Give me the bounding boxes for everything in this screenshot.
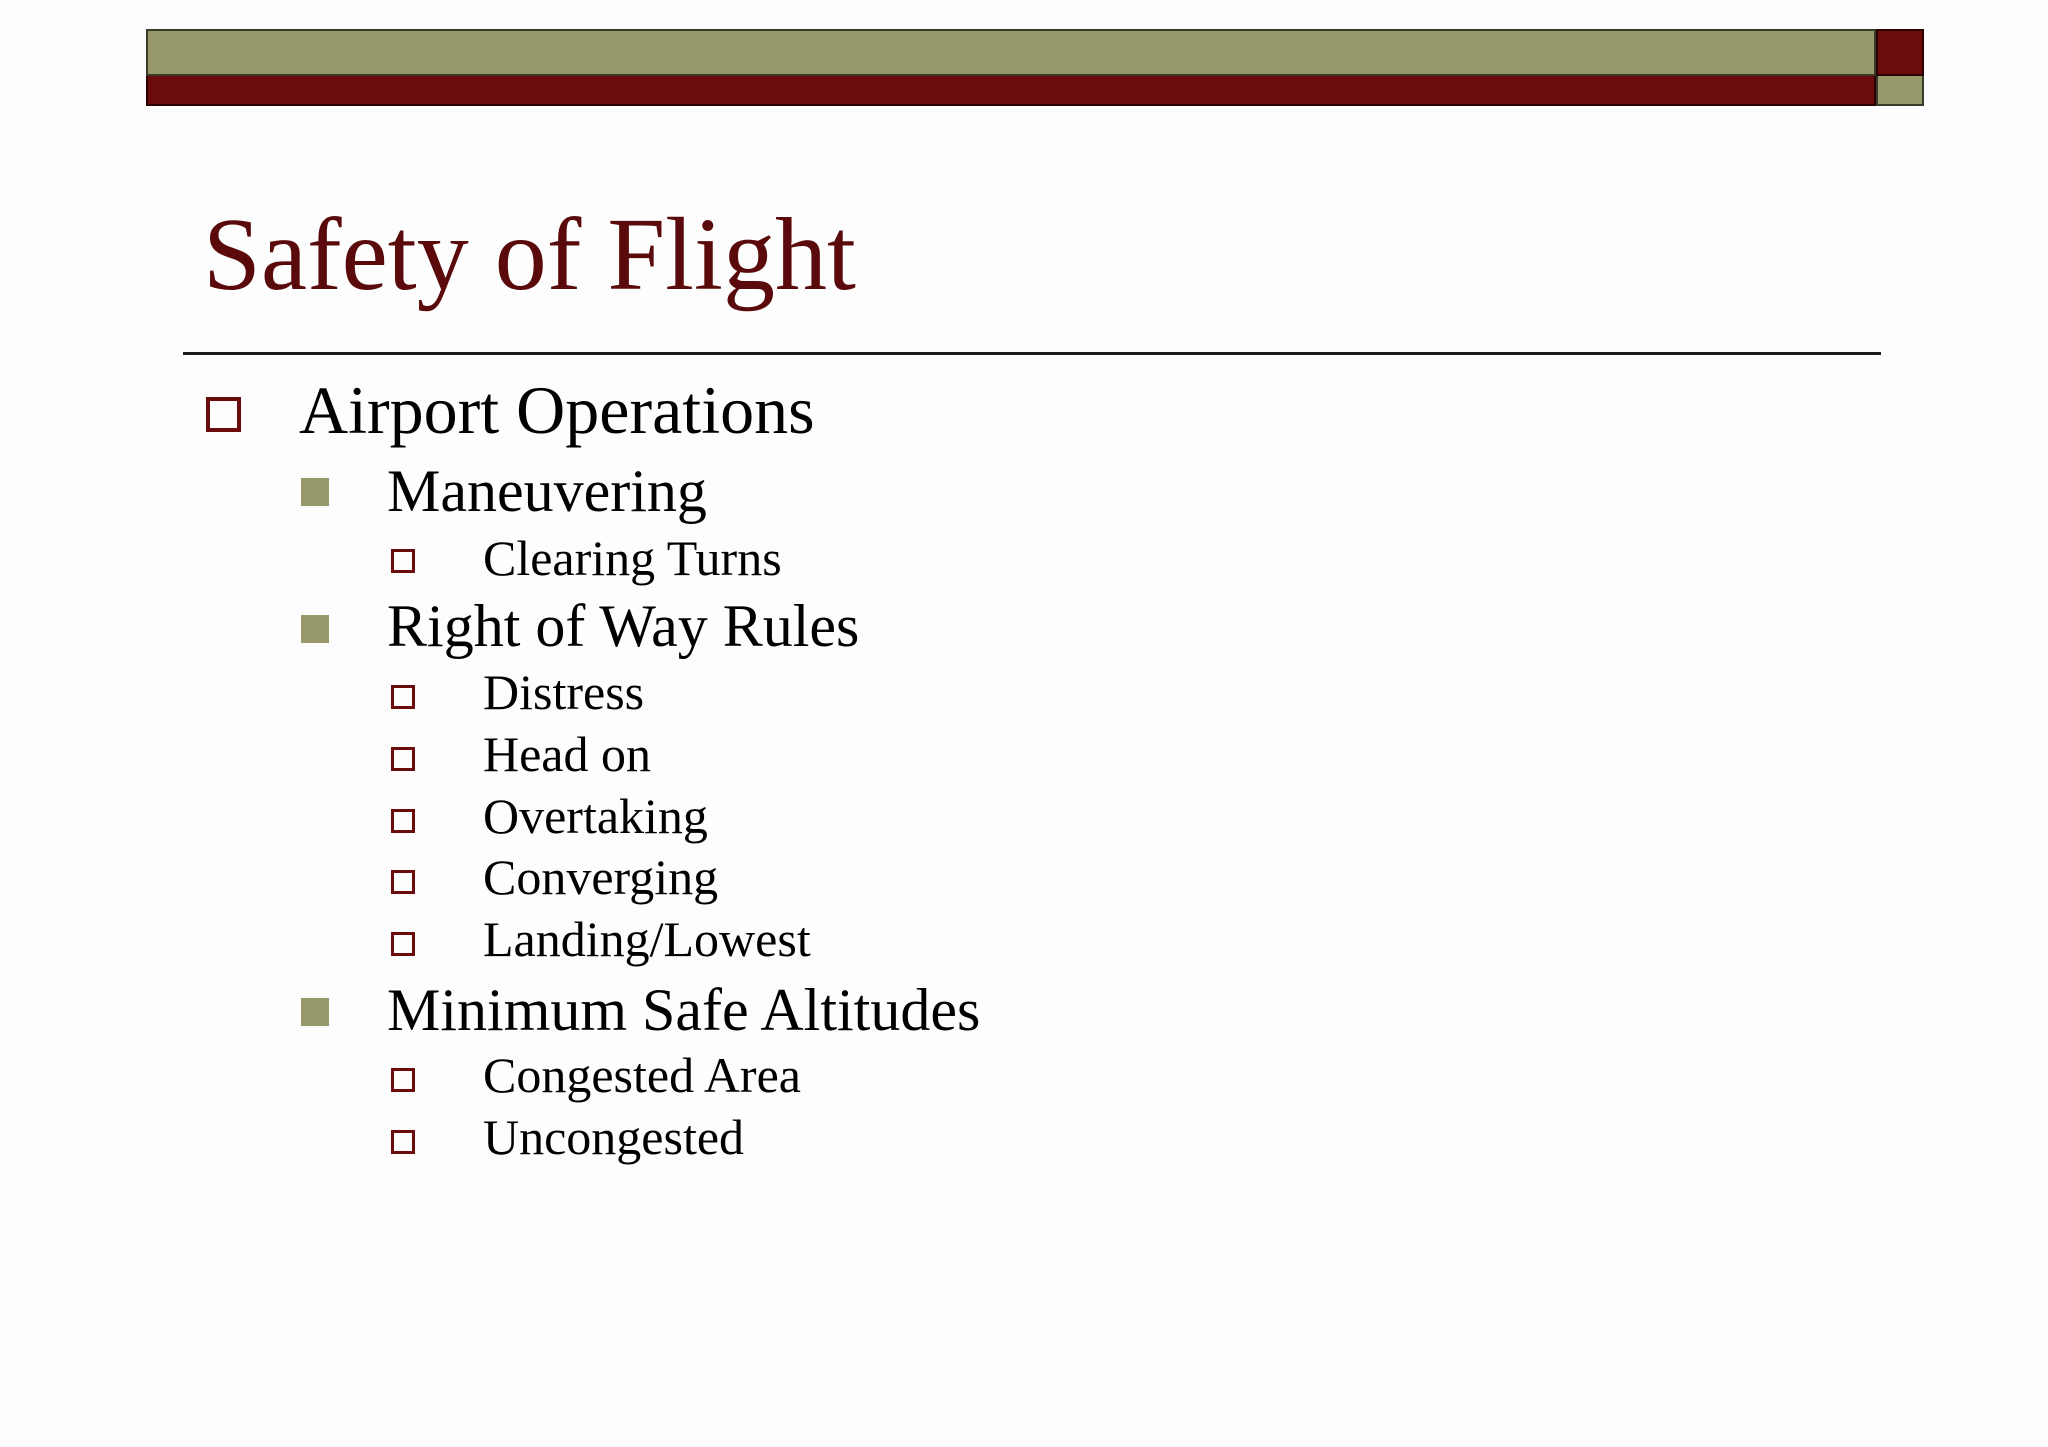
bullet-congested-area: Congested Area xyxy=(483,1047,801,1103)
filled-square-icon xyxy=(301,615,329,643)
header-corner-olive xyxy=(1876,76,1924,106)
bullet-maneuvering: Maneuvering xyxy=(387,458,707,524)
bullet-clearing-turns: Clearing Turns xyxy=(483,530,782,586)
filled-square-icon xyxy=(301,998,329,1026)
hollow-square-icon xyxy=(391,1130,415,1154)
bullet-distress: Distress xyxy=(483,664,645,720)
hollow-square-icon xyxy=(391,870,415,894)
hollow-square-icon xyxy=(206,397,241,432)
title-divider xyxy=(183,352,1881,355)
header-bar-olive xyxy=(146,29,1876,76)
hollow-square-icon xyxy=(391,932,415,956)
bullet-overtaking: Overtaking xyxy=(483,788,708,844)
bullet-airport-operations: Airport Operations xyxy=(299,372,815,448)
bullet-landing-lowest: Landing/Lowest xyxy=(483,911,811,967)
hollow-square-icon xyxy=(391,809,415,833)
header-corner-red xyxy=(1876,29,1924,76)
slide-title: Safety of Flight xyxy=(203,197,856,312)
bullet-head-on: Head on xyxy=(483,726,651,782)
bullet-right-of-way-rules: Right of Way Rules xyxy=(387,593,860,659)
hollow-square-icon xyxy=(391,747,415,771)
bullet-converging: Converging xyxy=(483,849,719,905)
bullet-uncongested: Uncongested xyxy=(483,1109,745,1165)
hollow-square-icon xyxy=(391,685,415,709)
hollow-square-icon xyxy=(391,1068,415,1092)
hollow-square-icon xyxy=(391,549,415,573)
bullet-minimum-safe-altitudes: Minimum Safe Altitudes xyxy=(387,977,981,1043)
header-bar-red xyxy=(146,76,1876,106)
filled-square-icon xyxy=(301,478,329,506)
